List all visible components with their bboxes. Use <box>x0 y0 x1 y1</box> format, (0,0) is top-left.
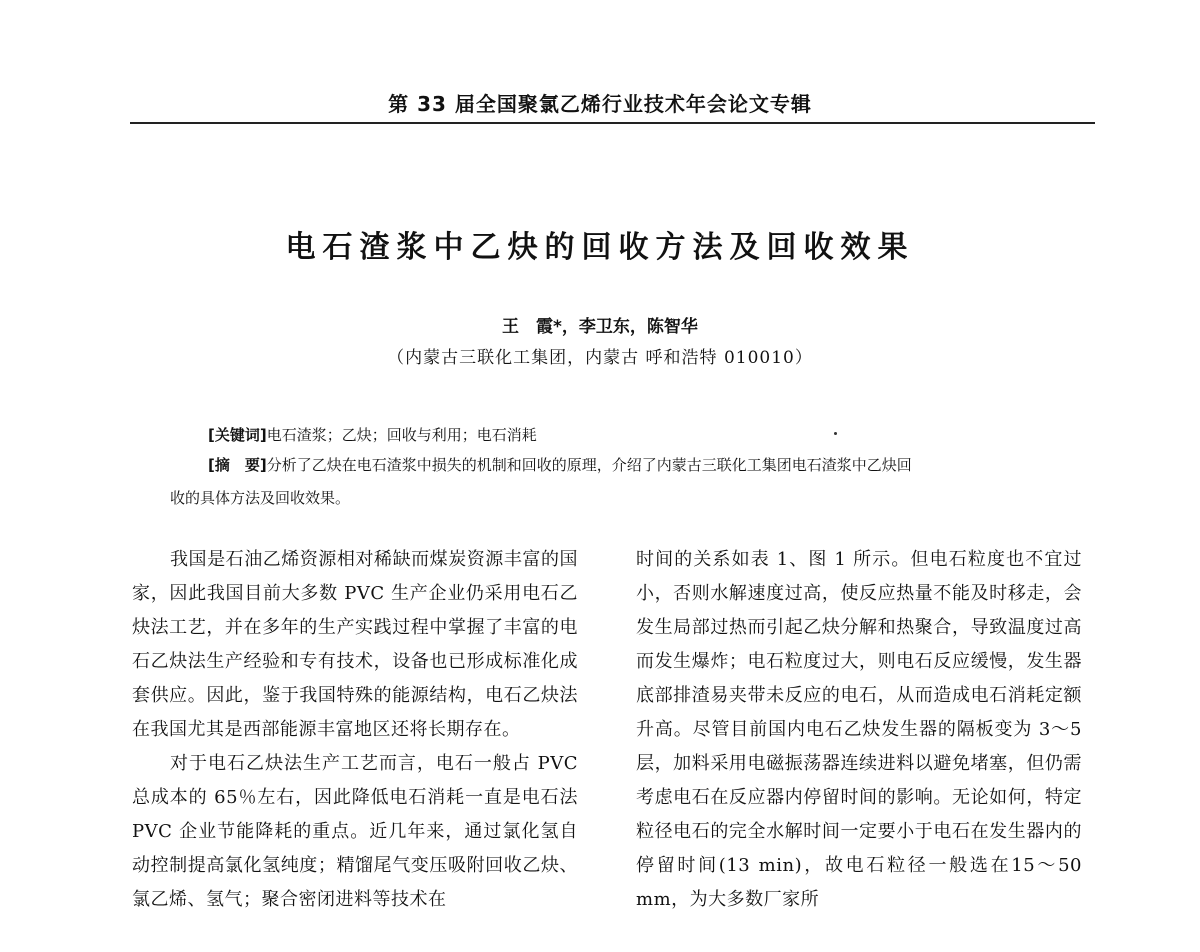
body-paragraph: 对于电石乙炔法生产工艺而言，电石一般占 PVC 总成本的 65％左右，因此降低电石消耗一直是电石法 PVC 企业节能降耗的重点。近几年来，通过氯化氢自动控制提高氯化氢纯度；精馏尾气变压吸附回收乙炔、氯乙烯、氢气；聚合密闭进料等技术在 <box>132 753 578 910</box>
abstract-text-line1: 分析了乙炔在电石渣浆中损失的机制和回收的原理，介绍了内蒙古三联化工集团电石渣浆中乙炔回 <box>266 456 912 474</box>
keywords <box>170 421 1098 449</box>
body-paragraph: 时间的关系如表 1、图 1 所示。但电石粒度也不宜过小，否则水解速度过高，使反应热量不能及时移走，会发生局部过热而引起乙炔分解和热聚合，导致温度过高而发生爆炸；电石粒度过大，则电石反应缓慢，发生器底部排渣易夹带未反应的电石，从而造成电石消耗定额升高。尽管目前国内电石乙炔发生器的隔板变为 3～5 层，加料采用电磁振荡器连续进料以避免堵塞，但仍需考虑电石在反应器内停留时间的影响。无论如何，特定粒径电石的完全水解时间一定要小于电石在发生器内的停留时间(13 min)，故电石粒径一般选在15～50 mm，为大多数厂家所 <box>636 549 1082 910</box>
paper-title: 电石渣浆中乙炔的回收方法及回收效果 <box>285 230 915 265</box>
abstract <box>170 451 1060 479</box>
keywords-label: [关键词] <box>208 426 267 444</box>
abstract-continuation: 收的具体方法及回收效果。 <box>170 489 351 507</box>
header-divider <box>130 122 1095 124</box>
body-left-column <box>132 543 578 917</box>
paper-authors: 王 霞*，李卫东，陈智华 <box>502 317 698 337</box>
body-right-column <box>636 543 1082 917</box>
keywords-text: 电石渣浆；乙炔；回收与利用；电石消耗 <box>266 426 537 444</box>
journal-header-title: 第 33 届全国聚氯乙烯行业技术年会论文专辑 <box>388 92 812 116</box>
paper-affiliation: （内蒙古三联化工集团，内蒙古 呼和浩特 010010） <box>387 348 813 368</box>
body-paragraph: 我国是石油乙烯资源相对稀缺而煤炭资源丰富的国家，因此我国目前大多数 PVC 生产企业仍采用电石乙炔法工艺，并在多年的生产实践过程中掌握了丰富的电石乙炔法生产经验和专有技术，设备也已形成标准化成套供应。因此，鉴于我国特殊的能源结构，电石乙炔法在我国尤其是西部能源丰富地区还将长期存在。 <box>132 549 578 740</box>
abstract-label: [摘 要] <box>208 456 267 474</box>
